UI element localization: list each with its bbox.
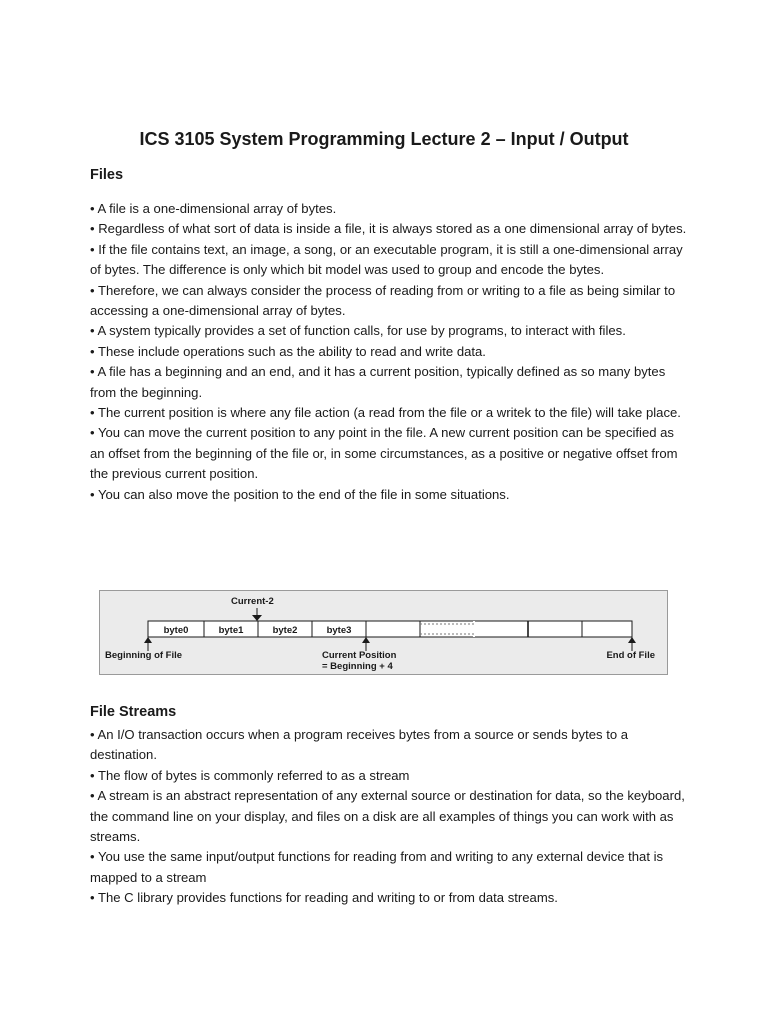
list-item: • The C library provides functions for reading and writing to or from data streams. [90, 890, 558, 906]
list-item: • A file has a beginning and an end, and it has a current position, typically defined as so many bytes from the beginning. [90, 364, 666, 400]
current-position-label: Current Position [322, 650, 397, 661]
list-item: • A file is a one-dimensional array of bytes. [90, 201, 337, 216]
byte-cell-label: byte2 [272, 625, 298, 636]
current-position-formula: = Beginning + 4 [322, 661, 393, 672]
list-item: • An I/O transaction occurs when a program receives bytes from a source or sends bytes to a destination. [90, 727, 629, 763]
byte-cell-label: byte3 [326, 625, 352, 636]
list-item: • The current position is where any file action (a read from the file or a writek to the file) will take place. [90, 405, 681, 421]
streams-bullet-list [90, 725, 690, 909]
list-item: • Regardless of what sort of data is inside a file, it is always stored as a one dimensional array of bytes. [90, 221, 687, 237]
byte-cell-label: byte0 [163, 625, 189, 636]
list-item: • A system typically provides a set of function calls, for use by programs, to interact with files. [90, 323, 626, 339]
page-title: ICS 3105 System Programming Lecture 2 – Input / Output [139, 129, 629, 149]
up-arrow-icon [628, 637, 636, 643]
list-item: • A stream is an abstract representation of any external source or destination for data, so the keyboard, the command line on your display, and files on a disk are all examples of things you can work with as streams. [90, 788, 685, 845]
list-item: • The flow of bytes is commonly referred to as a stream [90, 767, 410, 783]
current-minus-label: Current-2 [231, 596, 274, 607]
file-body [366, 621, 632, 637]
end-of-file-label: End of File [606, 650, 655, 661]
files-heading: Files [90, 167, 124, 183]
list-item: • Therefore, we can always consider the process of reading from or writing to a file as being similar to accessing a one-dimensional array of bytes. [90, 282, 676, 319]
up-arrow-icon [362, 637, 370, 643]
up-arrow-icon [144, 637, 152, 643]
list-item: • These include operations such as the ability to read and write data. [90, 343, 486, 359]
byte-cell-label: byte1 [218, 625, 244, 636]
beginning-of-file-label: Beginning of File [105, 650, 183, 661]
list-item: • You can also move the position to the end of the file in some situations. [90, 486, 510, 502]
list-item: • You can move the current position to any point in the file. A new current position can be specified as an offset from the beginning of the file or, in some circumstances, as a positive or negative offset from the previous current position. [90, 425, 678, 482]
list-item: • You use the same input/output functions for reading from and writing to any external device that is mapped to a stream [90, 849, 664, 885]
down-arrow-icon [252, 615, 262, 621]
files-bullet-list [90, 199, 690, 505]
file-position-diagram [99, 590, 668, 675]
file-streams-heading: File Streams [90, 704, 177, 720]
list-item: • If the file contains text, an image, a song, or an executable program, it is still a one-dimensional array of bytes. The difference is only which bit model was used to group and encode the bytes. [90, 241, 683, 278]
